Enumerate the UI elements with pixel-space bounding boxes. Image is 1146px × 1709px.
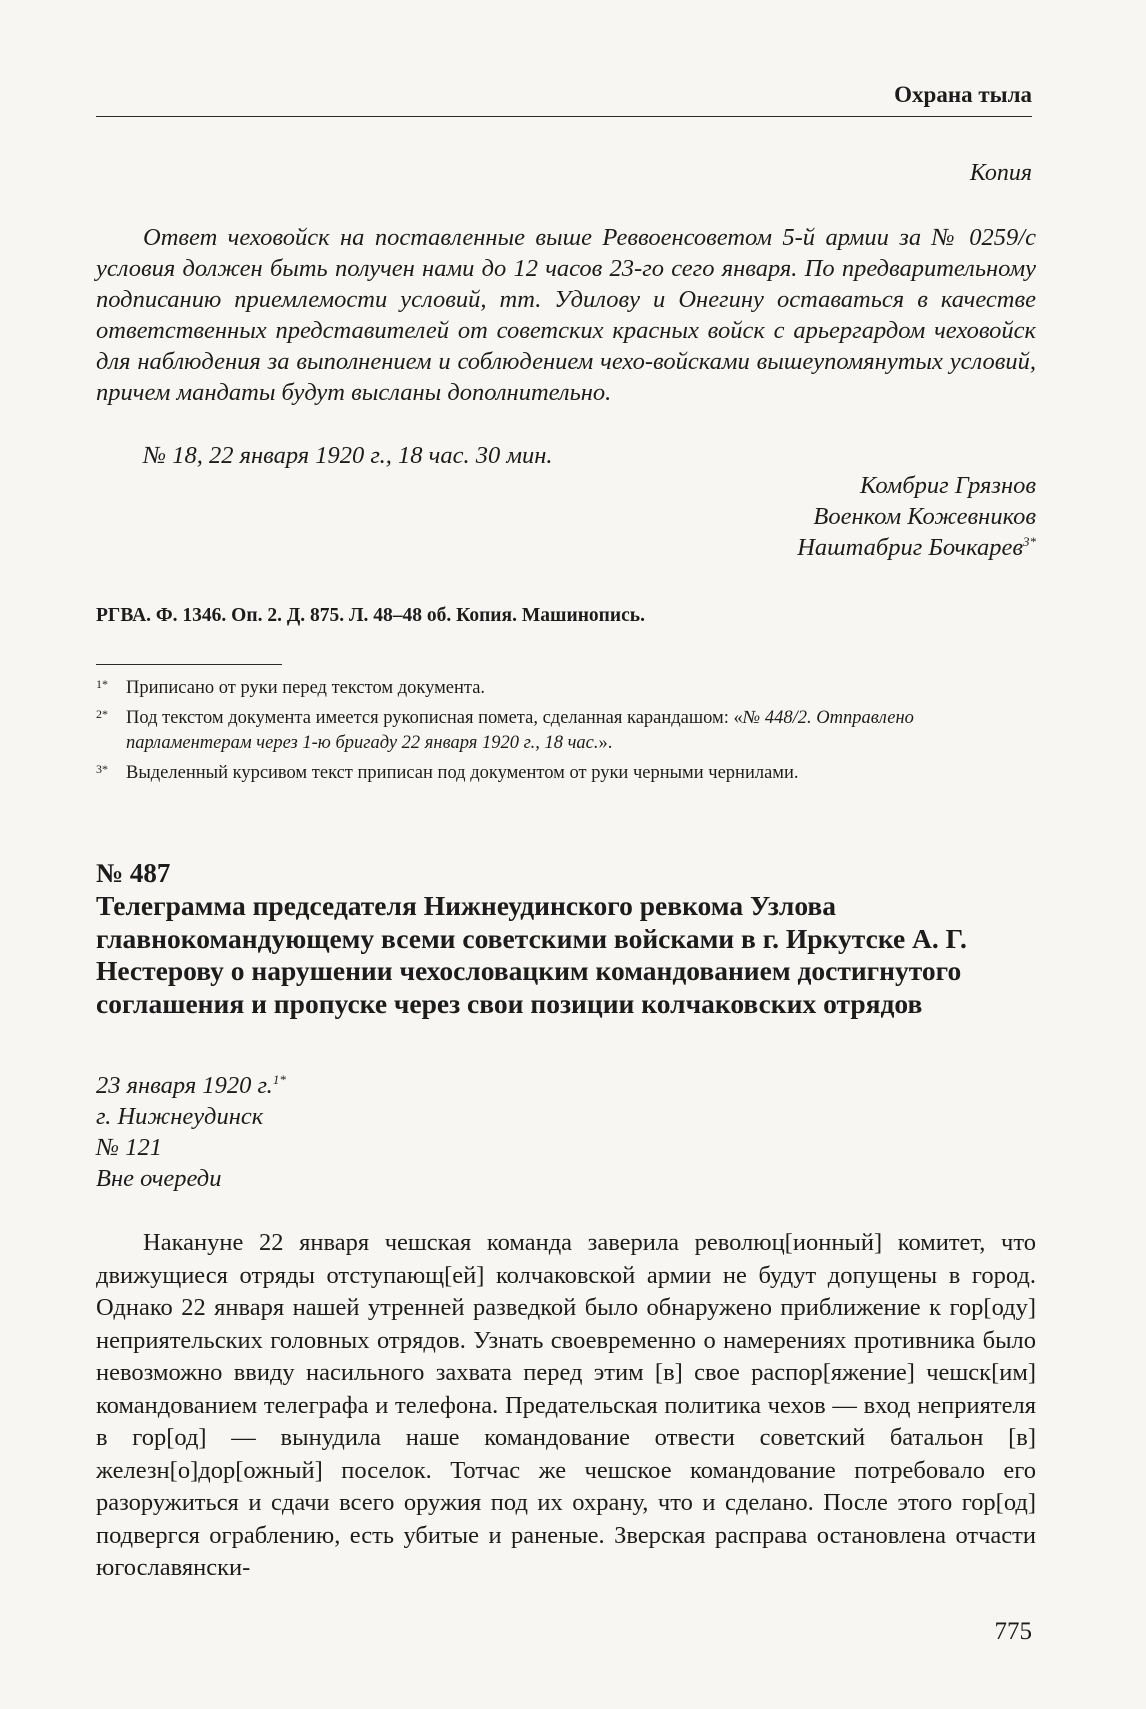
footnote-text: Выделенный курсивом текст приписан под документом от руки черными чернилами. bbox=[126, 763, 799, 783]
running-head: Охрана тыла bbox=[894, 82, 1032, 107]
signature-line: Военком Кожевников bbox=[813, 503, 1036, 530]
footnote bbox=[96, 706, 1036, 756]
footnote-rule bbox=[96, 664, 282, 665]
document-place: г. Нижнеудинск bbox=[96, 1103, 264, 1130]
archive-reference: РГВА. Ф. 1346. Оп. 2. Д. 875. Л. 48–48 об. Копия. Машинопись. bbox=[96, 605, 645, 626]
document-meta bbox=[96, 1070, 286, 1194]
footnotes bbox=[96, 676, 1036, 786]
page-number: 775 bbox=[994, 1618, 1032, 1645]
footnote-mark: 3* bbox=[96, 762, 108, 776]
footnote-mark: 2* bbox=[96, 707, 108, 721]
copy-label: Копия bbox=[969, 160, 1032, 186]
footnote-tail: ». bbox=[598, 733, 613, 753]
footnote-text: Под текстом документа имеется рукописная помета, сделанная карандашом: « bbox=[126, 708, 743, 728]
prev-document-text: Ответ чеховойск на поставленные выше Реввоенсоветом 5-й армии за № 0259/с условия должен быть получен нами до 12 часов 23-го сего января. По предварительному подписанию приемлемости условий, тт. Удилову и Онегину оставаться в качестве ответственных представителей от советских красных войск с арьергардом чеховойск для наблюдения за выполнением и соблюдением чехо-войсками вышеупомянутых условий, причем мандаты будут высланы дополнительно. bbox=[96, 224, 1036, 406]
telegram-number: № 121 bbox=[96, 1134, 162, 1161]
prev-document-dateline: № 18, 22 января 1920 г., 18 час. 30 мин. bbox=[143, 442, 553, 469]
header-rule bbox=[96, 116, 1032, 117]
signatures-block bbox=[797, 470, 1036, 563]
signature-line bbox=[797, 532, 1036, 563]
footnote-ref: 3* bbox=[1023, 533, 1036, 549]
footnote-quote: № 448/2. Отправлено парламентерам через 1-ю бригаду 22 января 1920 г., 18 час. bbox=[126, 708, 914, 753]
signature-text: Наштабриг Бочкарев bbox=[797, 534, 1023, 561]
signature-line: Комбриг Грязнов bbox=[860, 472, 1036, 499]
priority-note: Вне очереди bbox=[96, 1165, 222, 1192]
document-title: Телеграмма председателя Нижнеудинского ревкома Узлова главнокомандующему всеми советскими войсками в г. Иркутске А. Г. Нестерову о нарушении чехословацким командованием достигнутого соглашения и пропуске через свои позиции колчаковских отрядов bbox=[96, 890, 967, 1019]
footnote-text: Приписано от руки перед текстом документа. bbox=[126, 678, 486, 698]
footnote-mark: 1* bbox=[96, 677, 108, 691]
document-date-line bbox=[96, 1070, 286, 1101]
footnote bbox=[96, 761, 1036, 786]
footnote-ref: 1* bbox=[272, 1071, 286, 1087]
footnote bbox=[96, 676, 1036, 701]
document-body: Накануне 22 января чешская команда заверила революц[ионный] комитет, что движущиеся отряды отступающ[ей] колчаковской армии не будут допущены в город. Однако 22 января нашей утренней разведкой было обнаружено приближение к гор[оду] неприятельских головных отрядов. Узнать своевременно о намерениях противника было невозможно ввиду насильного захвата перед этим [в] свое распор[яжение] чешск[им] командованием телеграфа и телефона. Предательская политика чехов — вход неприятеля в гор[од] — вынудила наше командование отвести советский батальон [в] железн[о]дор[ожный] поселок. Тотчас же чешское командование потребовало его разоружиться и сдачи всего оружия под их охрану, что и сделано. После этого гор[од] подвергся ограблению, есть убитые и раненые. Зверская расправа остановлена отчасти югославянски- bbox=[96, 1229, 1036, 1581]
document-date: 23 января 1920 г. bbox=[96, 1072, 273, 1099]
document-number: № 487 bbox=[96, 858, 171, 888]
